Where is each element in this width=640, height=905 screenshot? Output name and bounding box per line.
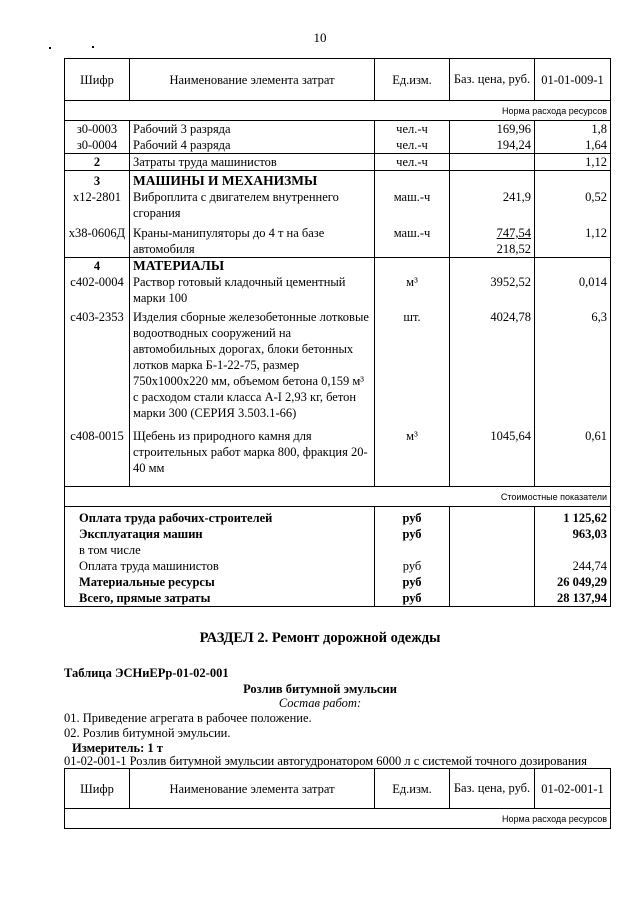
cost-value: 26 049,29 (535, 574, 611, 590)
row-code: 3 (65, 171, 130, 190)
row-name: МАТЕРИАЛЫ (130, 258, 375, 275)
cost-row (65, 526, 611, 542)
cost-name: Оплата труда рабочих-строителей (65, 510, 375, 526)
row-price: 194,24 (450, 137, 535, 154)
resource-table (64, 58, 611, 607)
cost-value: 244,74 (535, 558, 611, 574)
row-code: з0-0003 (65, 121, 130, 138)
cost-row (65, 590, 611, 607)
cost-label: Стоимостные показатели (65, 486, 611, 506)
table-header (65, 59, 611, 101)
norm-row (65, 809, 611, 829)
row-name: Рабочий 4 разряда (130, 137, 375, 154)
measure: Измеритель: 1 т (72, 741, 163, 755)
row-unit: чел.-ч (375, 121, 450, 138)
cost-value: 963,03 (535, 526, 611, 542)
cost-value: 1 125,62 (535, 510, 611, 526)
table-row (65, 221, 611, 258)
row-qty: 0,61 (535, 425, 611, 476)
row-price: 4024,78 (450, 306, 535, 425)
header-ref: 01-01-009-1 (535, 59, 611, 101)
scan-speck (92, 46, 94, 48)
cost-row (65, 542, 611, 558)
work-item: 01. Приведение агрегата в рабочее положение. (64, 711, 312, 725)
row-price (450, 154, 535, 171)
item-description: 01-02-001-1 Розлив битумной эмульсии автогудронатором 6000 л с системой точного дозирования (64, 754, 587, 768)
cost-name: Материальные ресурсы (65, 574, 375, 590)
row-price-2: 218,52 (496, 242, 531, 256)
cost-name: в том числе (65, 542, 375, 558)
row-unit: чел.-ч (375, 154, 450, 171)
table-subtitle: Розлив битумной эмульсии (243, 682, 397, 696)
row-name: Раствор готовый кладочный цементный марки 100 (130, 274, 375, 306)
header-price: Баз. цена, руб. (450, 59, 535, 101)
scan-speck (49, 47, 51, 49)
row-unit: м³ (375, 425, 450, 476)
header-ref: 01-02-001-1 (535, 769, 611, 809)
cost-row (65, 510, 611, 526)
cost-value: 28 137,94 (535, 590, 611, 607)
row-unit: м³ (375, 274, 450, 306)
page-number: 10 (313, 30, 327, 45)
table-row (65, 425, 611, 476)
row-name: Краны-манипуляторы до 4 т на базе автомобиля (130, 221, 375, 258)
norm-label: Норма расхода ресурсов (65, 101, 611, 121)
header-code: Шифр (65, 769, 130, 809)
table-row (65, 137, 611, 154)
row-name: Виброплита с двигателем внутреннего сгорания (130, 189, 375, 221)
row-code: 4 (65, 258, 130, 275)
header-name: Наименование элемента затрат (130, 59, 375, 101)
row-price-cell (450, 221, 535, 258)
row-name: Рабочий 3 разряда (130, 121, 375, 138)
cost-row (65, 574, 611, 590)
row-qty: 0,014 (535, 274, 611, 306)
row-qty: 0,52 (535, 189, 611, 221)
row-code: х38-0606Д (65, 221, 130, 258)
table-header (65, 769, 611, 809)
table-row (65, 189, 611, 221)
row-name: Затраты труда машинистов (130, 154, 375, 171)
row-unit: шт. (375, 306, 450, 425)
row-qty: 1,12 (535, 221, 611, 258)
norm-label: Норма расхода ресурсов (65, 809, 611, 829)
table-row (65, 171, 611, 190)
header-name: Наименование элемента затрат (130, 769, 375, 809)
cost-unit: руб (375, 526, 450, 542)
header-price: Баз. цена, руб. (450, 769, 535, 809)
cost-unit: руб (375, 558, 450, 574)
row-price: 1045,64 (450, 425, 535, 476)
row-qty: 6,3 (535, 306, 611, 425)
cost-row (65, 558, 611, 574)
row-name: Щебень из природного камня для строительных работ марка 800, фракция 20-40 мм (130, 425, 375, 476)
cost-unit: руб (375, 590, 450, 607)
row-price: 241,9 (450, 189, 535, 221)
row-price: 169,96 (450, 121, 535, 138)
table-row (65, 154, 611, 171)
row-code: х12-2801 (65, 189, 130, 221)
row-code: с403-2353 (65, 306, 130, 425)
table-title: Таблица ЭСНиЕРр-01-02-001 (64, 666, 229, 680)
row-unit: маш.-ч (375, 189, 450, 221)
header-code: Шифр (65, 59, 130, 101)
cost-unit: руб (375, 510, 450, 526)
cost-name: Всего, прямые затраты (65, 590, 375, 607)
row-code: с402-0004 (65, 274, 130, 306)
row-name: МАШИНЫ И МЕХАНИЗМЫ (130, 171, 375, 190)
table-row (65, 121, 611, 138)
row-price: 3952,52 (450, 274, 535, 306)
row-name: Изделия сборные железобетонные лотковые водоотводных сооружений на автомобильных дорогах, блоки бетонных лотков марка Б-1-22-75, размер 750х1000х220 мм, объемом бетона 0,159 м³ с расходом стали класса А-I 2,93 кг, бетон марки 300 (СЕРИЯ 3.503.1-66) (130, 306, 375, 425)
table-row (65, 258, 611, 275)
table-row (65, 274, 611, 306)
section-title: РАЗДЕЛ 2. Ремонт дорожной одежды (199, 630, 441, 646)
cost-name: Оплата труда машинистов (65, 558, 375, 574)
row-code: с408-0015 (65, 425, 130, 476)
work-title: Состав работ: (278, 696, 362, 710)
work-item: 02. Розлив битумной эмульсии. (64, 726, 231, 740)
cost-label-row (65, 486, 611, 506)
table-row (65, 306, 611, 425)
row-code: 2 (65, 154, 130, 171)
norm-row (65, 101, 611, 121)
header-unit: Ед.изм. (375, 59, 450, 101)
cost-name: Эксплуатация машин (65, 526, 375, 542)
cost-unit: руб (375, 574, 450, 590)
row-qty: 1,64 (535, 137, 611, 154)
row-code: з0-0004 (65, 137, 130, 154)
header-unit: Ед.изм. (375, 769, 450, 809)
row-qty: 1,12 (535, 154, 611, 171)
row-unit: чел.-ч (375, 137, 450, 154)
row-qty: 1,8 (535, 121, 611, 138)
row-price: 747,54 (496, 226, 531, 240)
resource-table-2 (64, 768, 611, 829)
row-unit: маш.-ч (375, 221, 450, 258)
